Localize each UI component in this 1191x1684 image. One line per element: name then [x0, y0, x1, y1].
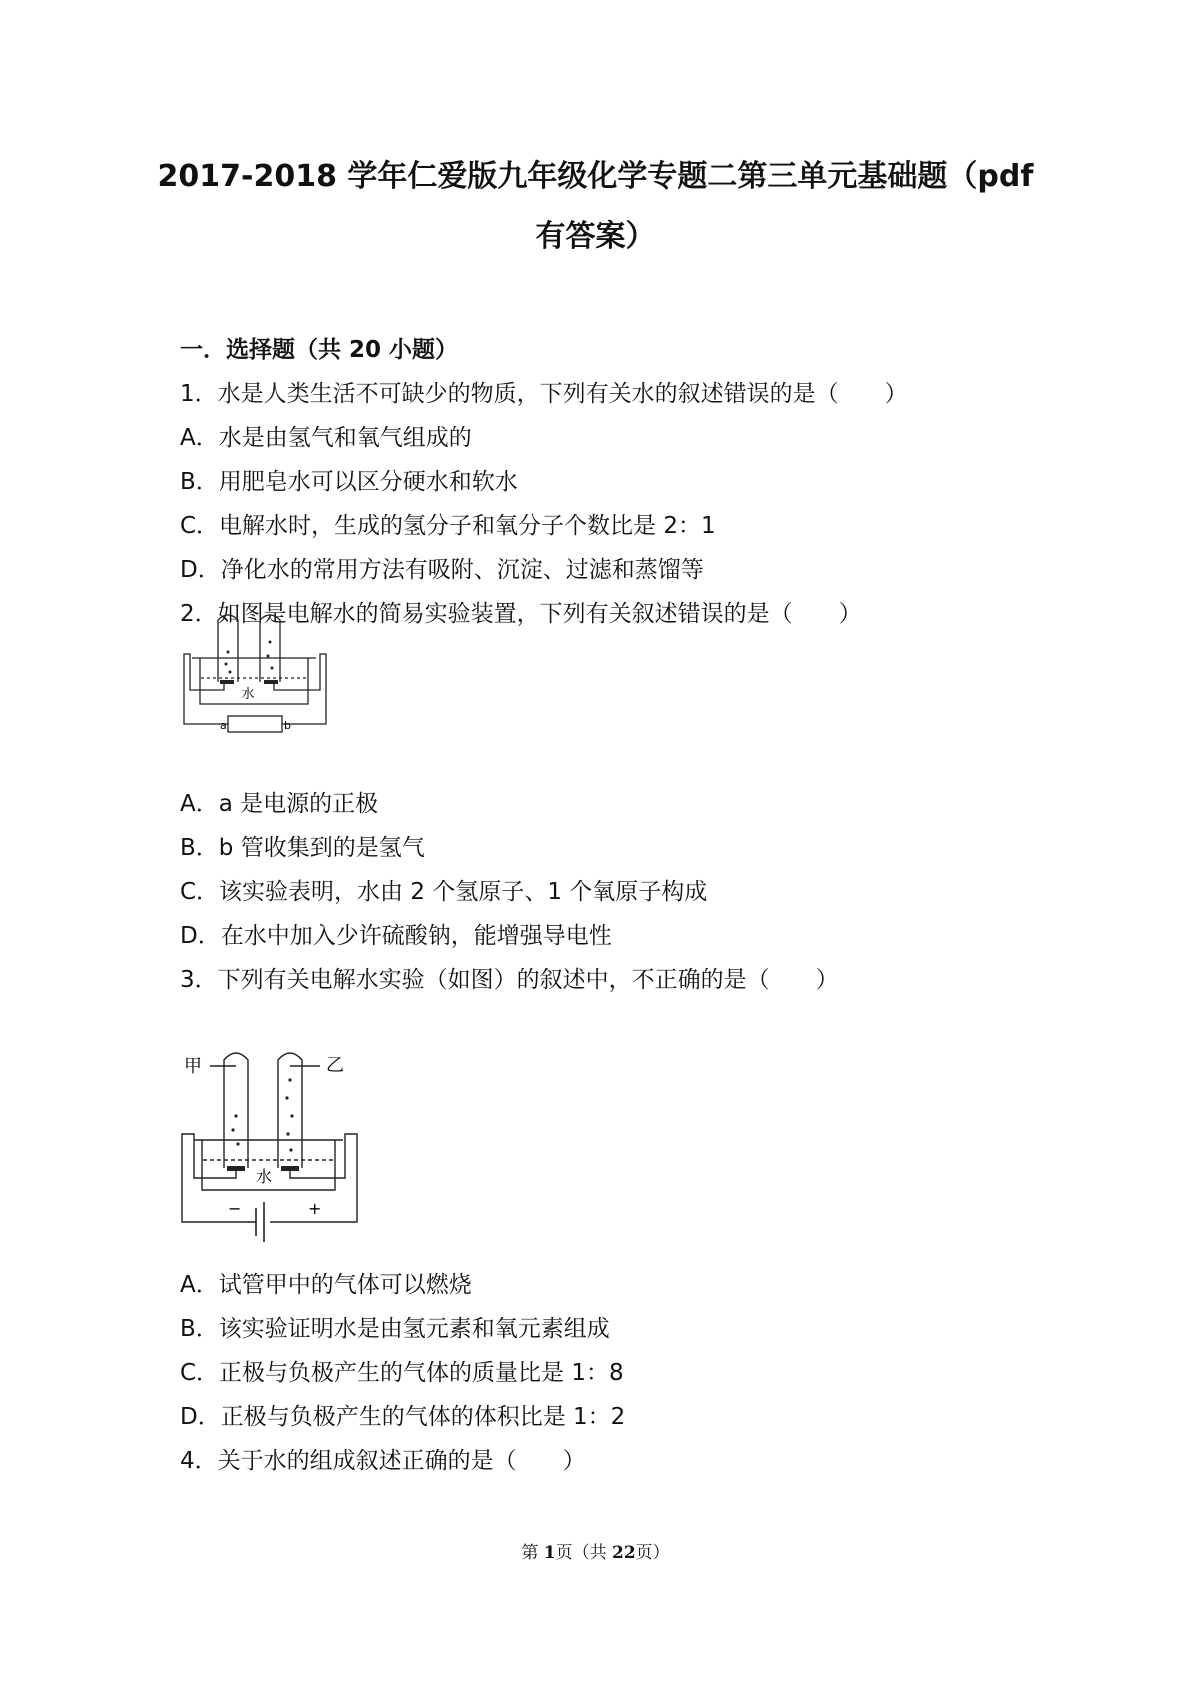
figure-1-label-a: a	[220, 719, 227, 732]
question-2-option-a: A．a 是电源的正极	[180, 791, 379, 817]
question-1-stem: 1．水是人类生活不可缺少的物质，下列有关水的叙述错误的是（ ）	[180, 381, 908, 407]
figure-2-water-label: 水	[255, 1167, 273, 1186]
figure-2-label-yi: 乙	[326, 1055, 344, 1076]
question-1-option-a: A．水是由氢气和氧气组成的	[180, 425, 472, 451]
footer-middle: 页（共	[555, 1543, 612, 1563]
question-1-option-c: C．电解水时，生成的氢分子和氧分子个数比是 2：1	[180, 513, 716, 539]
question-3-stem: 3．下列有关电解水实验（如图）的叙述中，不正确的是（ ）	[180, 967, 839, 993]
question-2-option-d: D．在水中加入少许硫酸钠，能增强导电性	[180, 923, 612, 949]
section-heading: 一．选择题（共 20 小题）	[180, 337, 459, 363]
question-2-stem: 2．如图是电解水的简易实验装置，下列有关叙述错误的是（ ）	[180, 601, 862, 627]
question-3-option-c: C．正极与负极产生的气体的质量比是 1：8	[180, 1360, 624, 1386]
question-3-option-a: A．试管甲中的气体可以燃烧	[180, 1272, 472, 1298]
question-2-option-b: B．b 管收集到的是氢气	[180, 835, 425, 861]
question-1-option-b: B．用肥皂水可以区分硬水和软水	[180, 469, 518, 495]
question-2-option-c: C．该实验表明，水由 2 个氢原子、1 个氧原子构成	[180, 879, 708, 905]
question-3-option-d: D．正极与负极产生的气体的体积比是 1：2	[180, 1404, 626, 1430]
footer-page-number: 1	[543, 1543, 556, 1563]
question-3-option-b: B．该实验证明水是由氢元素和氧元素组成	[180, 1316, 610, 1342]
footer-prefix: 第	[521, 1543, 544, 1563]
figure-2-minus-label: −	[228, 1199, 242, 1218]
footer-total-pages: 22	[611, 1543, 636, 1563]
document-title-line-1: 2017-2018 学年仁爱版九年级化学专题二第三单元基础题（pdf	[157, 159, 1034, 194]
question-1-option-d: D．净化水的常用方法有吸附、沉淀、过滤和蒸馏等	[180, 557, 704, 583]
figure-1-label-b: b	[284, 719, 291, 732]
electrolysis-apparatus-figure-1	[180, 612, 330, 737]
document-title-line-2: 有答案）	[535, 219, 656, 254]
figure-2-label-jia: 甲	[184, 1056, 202, 1077]
footer-suffix: 页）	[635, 1543, 670, 1563]
page-footer	[0, 1538, 1191, 1563]
figure-1-water-label: 水	[241, 687, 255, 702]
figure-2-plus-label: +	[308, 1199, 322, 1218]
question-4-stem: 4．关于水的组成叙述正确的是（ ）	[180, 1448, 586, 1474]
electrolysis-apparatus-figure-2	[180, 1040, 360, 1245]
